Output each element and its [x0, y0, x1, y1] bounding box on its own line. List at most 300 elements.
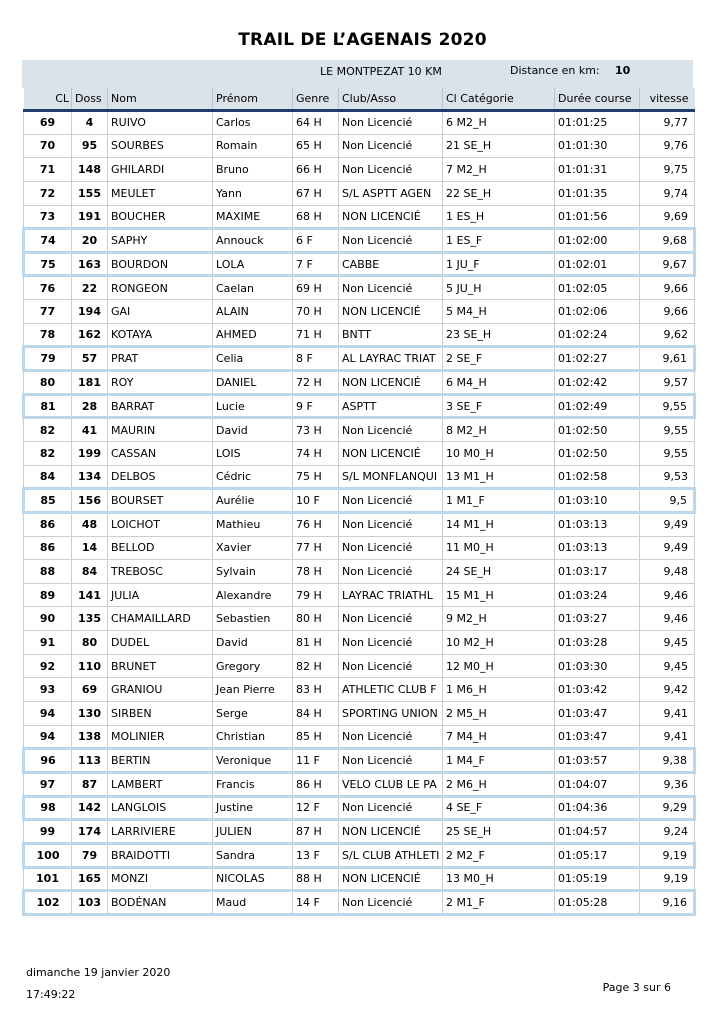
- cell-dossard: 41: [72, 418, 108, 442]
- cell-genre: 66 H: [293, 158, 339, 182]
- cell-dossard: 142: [72, 796, 108, 820]
- cell-nom: BERTIN: [108, 749, 213, 773]
- cell-nom: DUDEL: [108, 631, 213, 655]
- cell-duree: 01:01:35: [555, 181, 640, 205]
- cell-classement: 97: [24, 772, 72, 796]
- cell-duree: 01:05:19: [555, 867, 640, 891]
- cell-duree: 01:03:13: [555, 512, 640, 536]
- cell-duree: 01:02:50: [555, 418, 640, 442]
- cell-vitesse: 9,61: [640, 347, 695, 371]
- table-row: [24, 820, 695, 844]
- cell-duree: 01:04:57: [555, 820, 640, 844]
- cell-prenom: Cédric: [213, 465, 293, 489]
- cell-duree: 01:03:17: [555, 560, 640, 584]
- cell-prenom: Alexandre: [213, 583, 293, 607]
- table-row: [24, 158, 695, 182]
- cell-dossard: 138: [72, 725, 108, 749]
- cell-categorie: 24 SE_H: [443, 560, 555, 584]
- cell-dossard: 48: [72, 512, 108, 536]
- table-row: [24, 560, 695, 584]
- cell-genre: 10 F: [293, 489, 339, 513]
- cell-dossard: 191: [72, 205, 108, 229]
- cell-vitesse: 9,66: [640, 300, 695, 324]
- cell-classement: 94: [24, 725, 72, 749]
- cell-nom: GHILARDI: [108, 158, 213, 182]
- table-row: [24, 891, 695, 915]
- cell-categorie: 23 SE_H: [443, 323, 555, 347]
- cell-nom: RUIVO: [108, 111, 213, 135]
- cell-genre: 68 H: [293, 205, 339, 229]
- cell-genre: 11 F: [293, 749, 339, 773]
- cell-prenom: Aurélie: [213, 489, 293, 513]
- cell-duree: 01:02:06: [555, 300, 640, 324]
- cell-prenom: MAXIME: [213, 205, 293, 229]
- cell-dossard: 163: [72, 252, 108, 276]
- cell-club: Non Licencié: [339, 749, 443, 773]
- cell-prenom: Serge: [213, 702, 293, 726]
- cell-classement: 89: [24, 583, 72, 607]
- cell-nom: BRUNET: [108, 654, 213, 678]
- cell-dossard: 22: [72, 276, 108, 300]
- cell-classement: 94: [24, 702, 72, 726]
- cell-club: S/L MONFLANQUI: [339, 465, 443, 489]
- cell-duree: 01:04:07: [555, 772, 640, 796]
- cell-categorie: 6 M4_H: [443, 371, 555, 395]
- table-row: [24, 418, 695, 442]
- cell-vitesse: 9,45: [640, 654, 695, 678]
- cell-classement: 86: [24, 512, 72, 536]
- cell-dossard: 194: [72, 300, 108, 324]
- cell-dossard: 174: [72, 820, 108, 844]
- cell-dossard: 181: [72, 371, 108, 395]
- cell-club: CABBE: [339, 252, 443, 276]
- cell-nom: SIRBEN: [108, 702, 213, 726]
- cell-duree: 01:03:30: [555, 654, 640, 678]
- cell-categorie: 8 M2_H: [443, 418, 555, 442]
- cell-genre: 71 H: [293, 323, 339, 347]
- cell-club: Non Licencié: [339, 134, 443, 158]
- cell-vitesse: 9,53: [640, 465, 695, 489]
- cell-genre: 8 F: [293, 347, 339, 371]
- cell-vitesse: 9,55: [640, 418, 695, 442]
- cell-nom: GRANIOU: [108, 678, 213, 702]
- cell-classement: 90: [24, 607, 72, 631]
- cell-prenom: Mathieu: [213, 512, 293, 536]
- cell-genre: 13 F: [293, 843, 339, 867]
- cell-vitesse: 9,38: [640, 749, 695, 773]
- cell-dossard: 14: [72, 536, 108, 560]
- distance-label: Distance en km:: [510, 64, 600, 77]
- cell-genre: 87 H: [293, 820, 339, 844]
- cell-genre: 77 H: [293, 536, 339, 560]
- cell-club: Non Licencié: [339, 512, 443, 536]
- cell-classement: 74: [24, 229, 72, 253]
- cell-prenom: ALAIN: [213, 300, 293, 324]
- cell-club: ATHLETIC CLUB F: [339, 678, 443, 702]
- cell-genre: 84 H: [293, 702, 339, 726]
- cell-categorie: 15 M1_H: [443, 583, 555, 607]
- col-header-categorie: Cl Catégorie: [443, 88, 555, 111]
- cell-dossard: 162: [72, 323, 108, 347]
- cell-prenom: AHMED: [213, 323, 293, 347]
- cell-categorie: 1 M4_F: [443, 749, 555, 773]
- cell-vitesse: 9,48: [640, 560, 695, 584]
- cell-classement: 69: [24, 111, 72, 135]
- col-header-doss: Doss: [72, 88, 108, 111]
- table-row: [24, 725, 695, 749]
- cell-classement: 70: [24, 134, 72, 158]
- cell-categorie: 5 JU_H: [443, 276, 555, 300]
- cell-vitesse: 9,16: [640, 891, 695, 915]
- cell-prenom: Gregory: [213, 654, 293, 678]
- cell-classement: 86: [24, 536, 72, 560]
- cell-genre: 69 H: [293, 276, 339, 300]
- cell-nom: LARRIVIERE: [108, 820, 213, 844]
- table-row: [24, 394, 695, 418]
- cell-vitesse: 9,41: [640, 702, 695, 726]
- cell-duree: 01:02:01: [555, 252, 640, 276]
- cell-categorie: 13 M1_H: [443, 465, 555, 489]
- cell-categorie: 25 SE_H: [443, 820, 555, 844]
- table-row: [24, 583, 695, 607]
- cell-club: NON LICENCIÉ: [339, 820, 443, 844]
- cell-nom: BOURSET: [108, 489, 213, 513]
- cell-prenom: Justine: [213, 796, 293, 820]
- cell-club: Non Licencié: [339, 111, 443, 135]
- cell-club: AL LAYRAC TRIAT: [339, 347, 443, 371]
- table-row: [24, 300, 695, 324]
- cell-club: Non Licencié: [339, 631, 443, 655]
- cell-dossard: 134: [72, 465, 108, 489]
- cell-prenom: Celia: [213, 347, 293, 371]
- cell-vitesse: 9,45: [640, 631, 695, 655]
- cell-classement: 82: [24, 441, 72, 465]
- cell-club: SPORTING UNION: [339, 702, 443, 726]
- cell-prenom: Maud: [213, 891, 293, 915]
- footer-time: 17:49:22: [26, 988, 76, 1001]
- cell-nom: KOTAYA: [108, 323, 213, 347]
- cell-club: Non Licencié: [339, 607, 443, 631]
- cell-dossard: 135: [72, 607, 108, 631]
- cell-categorie: 10 M2_H: [443, 631, 555, 655]
- cell-prenom: Xavier: [213, 536, 293, 560]
- cell-vitesse: 9,69: [640, 205, 695, 229]
- cell-categorie: 1 M1_F: [443, 489, 555, 513]
- cell-categorie: 1 M6_H: [443, 678, 555, 702]
- cell-duree: 01:03:24: [555, 583, 640, 607]
- table-row: [24, 654, 695, 678]
- cell-categorie: 6 M2_H: [443, 111, 555, 135]
- cell-duree: 01:02:42: [555, 371, 640, 395]
- cell-categorie: 12 M0_H: [443, 654, 555, 678]
- table-row: [24, 489, 695, 513]
- table-row: [24, 631, 695, 655]
- table-row: [24, 772, 695, 796]
- cell-dossard: 87: [72, 772, 108, 796]
- cell-prenom: Francis: [213, 772, 293, 796]
- cell-vitesse: 9,5: [640, 489, 695, 513]
- cell-classement: 92: [24, 654, 72, 678]
- cell-nom: DELBOS: [108, 465, 213, 489]
- distance-value: 10: [615, 64, 631, 77]
- table-row: [24, 276, 695, 300]
- cell-genre: 64 H: [293, 111, 339, 135]
- cell-classement: 99: [24, 820, 72, 844]
- cell-dossard: 165: [72, 867, 108, 891]
- cell-classement: 77: [24, 300, 72, 324]
- cell-categorie: 2 M5_H: [443, 702, 555, 726]
- cell-duree: 01:02:00: [555, 229, 640, 253]
- cell-categorie: 2 M2_F: [443, 843, 555, 867]
- cell-club: Non Licencié: [339, 891, 443, 915]
- table-row: [24, 371, 695, 395]
- table-row: [24, 441, 695, 465]
- cell-categorie: 1 ES_H: [443, 205, 555, 229]
- cell-nom: MOLINIER: [108, 725, 213, 749]
- table-row: [24, 678, 695, 702]
- cell-nom: LAMBERT: [108, 772, 213, 796]
- cell-classement: 76: [24, 276, 72, 300]
- cell-club: Non Licencié: [339, 560, 443, 584]
- cell-genre: 74 H: [293, 441, 339, 465]
- table-row: [24, 512, 695, 536]
- cell-categorie: 1 JU_F: [443, 252, 555, 276]
- table-row: [24, 465, 695, 489]
- cell-nom: GAI: [108, 300, 213, 324]
- cell-duree: 01:05:17: [555, 843, 640, 867]
- race-name: LE MONTPEZAT 10 KM: [320, 65, 442, 78]
- table-row: [24, 796, 695, 820]
- cell-nom: TREBOSC: [108, 560, 213, 584]
- cell-vitesse: 9,46: [640, 583, 695, 607]
- cell-vitesse: 9,36: [640, 772, 695, 796]
- cell-classement: 84: [24, 465, 72, 489]
- cell-prenom: Carlos: [213, 111, 293, 135]
- table-row: [24, 134, 695, 158]
- cell-club: Non Licencié: [339, 489, 443, 513]
- cell-vitesse: 9,74: [640, 181, 695, 205]
- cell-genre: 9 F: [293, 394, 339, 418]
- table-row: [24, 749, 695, 773]
- cell-club: Non Licencié: [339, 418, 443, 442]
- cell-duree: 01:03:10: [555, 489, 640, 513]
- cell-nom: SOURBES: [108, 134, 213, 158]
- col-header-club: Club/Asso: [339, 88, 443, 111]
- cell-dossard: 4: [72, 111, 108, 135]
- cell-prenom: Romain: [213, 134, 293, 158]
- cell-categorie: 2 SE_F: [443, 347, 555, 371]
- cell-prenom: LOLA: [213, 252, 293, 276]
- cell-nom: BODÉNAN: [108, 891, 213, 915]
- cell-nom: MAURIN: [108, 418, 213, 442]
- cell-duree: 01:02:50: [555, 441, 640, 465]
- table-row: [24, 843, 695, 867]
- col-header-vitesse: vitesse: [640, 88, 695, 111]
- cell-dossard: 57: [72, 347, 108, 371]
- cell-prenom: LOIS: [213, 441, 293, 465]
- cell-classement: 72: [24, 181, 72, 205]
- cell-categorie: 11 M0_H: [443, 536, 555, 560]
- cell-nom: PRAT: [108, 347, 213, 371]
- cell-club: S/L ASPTT AGEN: [339, 181, 443, 205]
- cell-dossard: 156: [72, 489, 108, 513]
- cell-duree: 01:02:58: [555, 465, 640, 489]
- cell-classement: 78: [24, 323, 72, 347]
- results-body: [24, 111, 695, 915]
- page-title: TRAIL DE L’AGENAIS 2020: [238, 30, 487, 50]
- cell-categorie: 2 M1_F: [443, 891, 555, 915]
- cell-genre: 80 H: [293, 607, 339, 631]
- cell-categorie: 3 SE_F: [443, 394, 555, 418]
- cell-club: BNTT: [339, 323, 443, 347]
- cell-categorie: 13 M0_H: [443, 867, 555, 891]
- cell-genre: 79 H: [293, 583, 339, 607]
- cell-genre: 12 F: [293, 796, 339, 820]
- cell-genre: 67 H: [293, 181, 339, 205]
- cell-nom: CHAMAILLARD: [108, 607, 213, 631]
- cell-prenom: Veronique: [213, 749, 293, 773]
- cell-genre: 73 H: [293, 418, 339, 442]
- table-row: [24, 347, 695, 371]
- cell-genre: 14 F: [293, 891, 339, 915]
- cell-club: ASPTT: [339, 394, 443, 418]
- cell-categorie: 1 ES_F: [443, 229, 555, 253]
- cell-duree: 01:01:30: [555, 134, 640, 158]
- cell-duree: 01:03:27: [555, 607, 640, 631]
- cell-categorie: 4 SE_F: [443, 796, 555, 820]
- cell-genre: 75 H: [293, 465, 339, 489]
- cell-prenom: Caelan: [213, 276, 293, 300]
- cell-prenom: DANIEL: [213, 371, 293, 395]
- cell-vitesse: 9,68: [640, 229, 695, 253]
- cell-genre: 85 H: [293, 725, 339, 749]
- cell-dossard: 113: [72, 749, 108, 773]
- cell-club: NON LICENCIÉ: [339, 867, 443, 891]
- cell-classement: 98: [24, 796, 72, 820]
- cell-prenom: Sylvain: [213, 560, 293, 584]
- cell-club: Non Licencié: [339, 796, 443, 820]
- cell-dossard: 130: [72, 702, 108, 726]
- cell-classement: 96: [24, 749, 72, 773]
- col-header-duree: Durée course: [555, 88, 640, 111]
- cell-vitesse: 9,77: [640, 111, 695, 135]
- cell-prenom: Lucie: [213, 394, 293, 418]
- cell-dossard: 79: [72, 843, 108, 867]
- cell-dossard: 28: [72, 394, 108, 418]
- cell-genre: 78 H: [293, 560, 339, 584]
- col-header-nom: Nom: [108, 88, 213, 111]
- cell-vitesse: 9,42: [640, 678, 695, 702]
- cell-duree: 01:01:25: [555, 111, 640, 135]
- cell-vitesse: 9,49: [640, 512, 695, 536]
- cell-classement: 93: [24, 678, 72, 702]
- cell-nom: LANGLOIS: [108, 796, 213, 820]
- cell-dossard: 110: [72, 654, 108, 678]
- cell-nom: BARRAT: [108, 394, 213, 418]
- cell-vitesse: 9,29: [640, 796, 695, 820]
- cell-vitesse: 9,76: [640, 134, 695, 158]
- cell-dossard: 155: [72, 181, 108, 205]
- cell-duree: 01:02:49: [555, 394, 640, 418]
- cell-dossard: 80: [72, 631, 108, 655]
- cell-dossard: 95: [72, 134, 108, 158]
- cell-prenom: NICOLAS: [213, 867, 293, 891]
- cell-classement: 88: [24, 560, 72, 584]
- cell-genre: 7 F: [293, 252, 339, 276]
- cell-genre: 82 H: [293, 654, 339, 678]
- footer-date: dimanche 19 janvier 2020: [26, 966, 171, 979]
- cell-vitesse: 9,41: [640, 725, 695, 749]
- cell-club: NON LICENCIÉ: [339, 205, 443, 229]
- cell-prenom: JULIEN: [213, 820, 293, 844]
- cell-classement: 80: [24, 371, 72, 395]
- cell-club: Non Licencié: [339, 654, 443, 678]
- cell-vitesse: 9,24: [640, 820, 695, 844]
- cell-dossard: 148: [72, 158, 108, 182]
- cell-duree: 01:05:28: [555, 891, 640, 915]
- cell-vitesse: 9,66: [640, 276, 695, 300]
- cell-duree: 01:03:13: [555, 536, 640, 560]
- cell-nom: RONGEON: [108, 276, 213, 300]
- cell-genre: 76 H: [293, 512, 339, 536]
- cell-classement: 91: [24, 631, 72, 655]
- table-row: [24, 702, 695, 726]
- cell-prenom: Christian: [213, 725, 293, 749]
- cell-duree: 01:03:47: [555, 725, 640, 749]
- cell-classement: 73: [24, 205, 72, 229]
- cell-vitesse: 9,55: [640, 394, 695, 418]
- cell-club: S/L CLUB ATHLETI: [339, 843, 443, 867]
- cell-club: NON LICENCIÉ: [339, 441, 443, 465]
- cell-duree: 01:03:42: [555, 678, 640, 702]
- cell-club: NON LICENCIÉ: [339, 371, 443, 395]
- cell-nom: MEULET: [108, 181, 213, 205]
- cell-genre: 86 H: [293, 772, 339, 796]
- cell-classement: 82: [24, 418, 72, 442]
- cell-dossard: 20: [72, 229, 108, 253]
- cell-vitesse: 9,62: [640, 323, 695, 347]
- cell-nom: CASSAN: [108, 441, 213, 465]
- col-header-prenom: Prénom: [213, 88, 293, 111]
- cell-nom: ROY: [108, 371, 213, 395]
- cell-classement: 79: [24, 347, 72, 371]
- cell-vitesse: 9,46: [640, 607, 695, 631]
- cell-nom: LOICHOT: [108, 512, 213, 536]
- table-row: [24, 229, 695, 253]
- table-row: [24, 181, 695, 205]
- col-header-cl: CL: [24, 88, 72, 111]
- cell-club: NON LICENCIÉ: [339, 300, 443, 324]
- cell-vitesse: 9,57: [640, 371, 695, 395]
- cell-duree: 01:03:47: [555, 702, 640, 726]
- cell-genre: 65 H: [293, 134, 339, 158]
- cell-duree: 01:02:27: [555, 347, 640, 371]
- cell-vitesse: 9,55: [640, 441, 695, 465]
- page-number: Page 3 sur 6: [602, 981, 671, 994]
- cell-nom: JULIA: [108, 583, 213, 607]
- cell-club: VELO CLUB LE PA: [339, 772, 443, 796]
- cell-genre: 83 H: [293, 678, 339, 702]
- cell-nom: SAPHY: [108, 229, 213, 253]
- cell-genre: 88 H: [293, 867, 339, 891]
- cell-club: Non Licencié: [339, 725, 443, 749]
- cell-prenom: Sandra: [213, 843, 293, 867]
- cell-duree: 01:02:24: [555, 323, 640, 347]
- cell-categorie: 21 SE_H: [443, 134, 555, 158]
- cell-prenom: Annouck: [213, 229, 293, 253]
- cell-club: LAYRAC TRIATHL: [339, 583, 443, 607]
- cell-categorie: 7 M4_H: [443, 725, 555, 749]
